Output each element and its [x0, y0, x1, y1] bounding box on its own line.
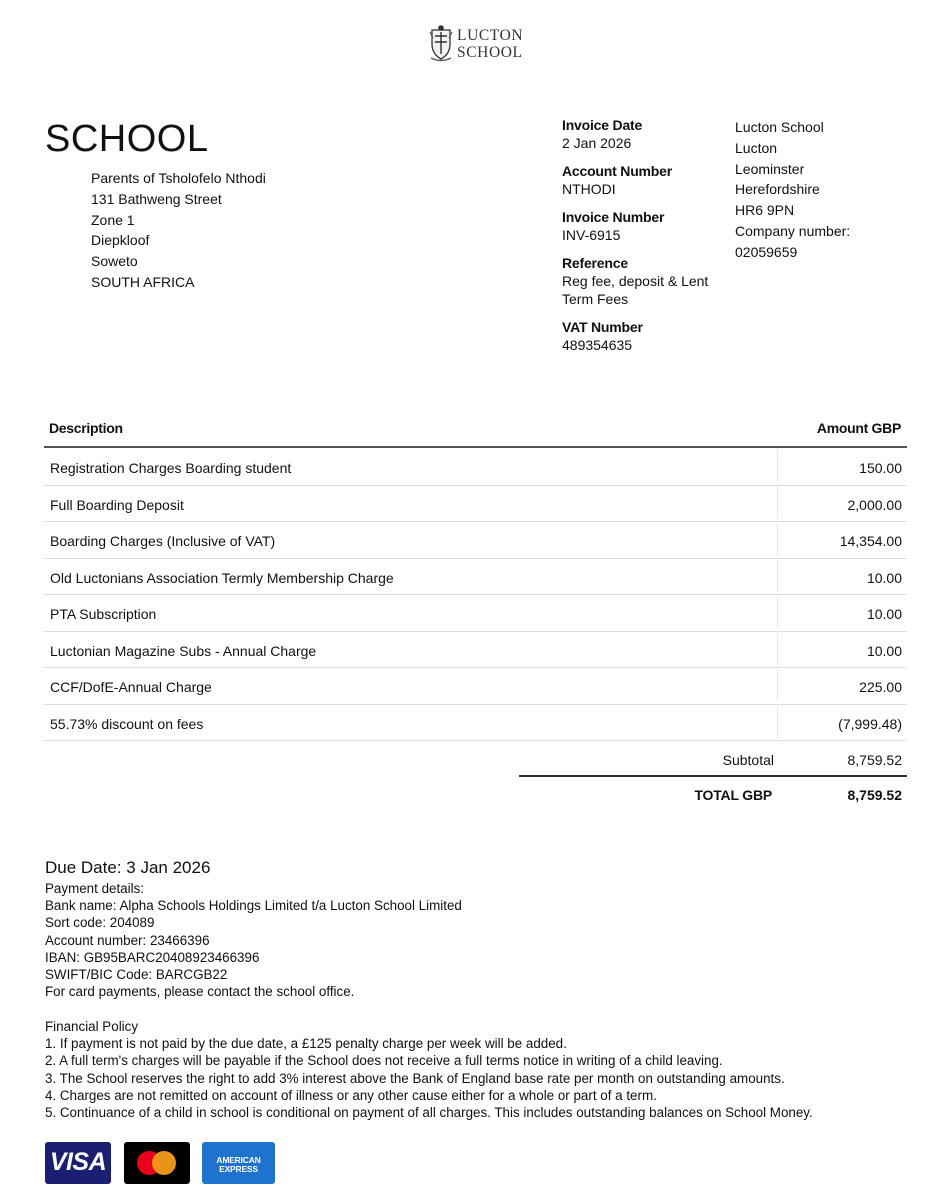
recipient-address	[91, 168, 266, 293]
payment-details-line: SWIFT/BIC Code: BARCGB22	[45, 967, 228, 983]
logo-text-line2: SCHOOL	[457, 44, 523, 61]
visa-card-icon	[45, 1142, 111, 1184]
reference-value: Reg fee, deposit & Lent Term Fees	[562, 273, 709, 307]
financial-policy-item: 3. The School reserves the right to add 3% interest above the Bank of England base rate per month on outstanding amounts.	[45, 1070, 785, 1086]
invoice-number-label: Invoice Number	[562, 209, 665, 225]
row-description: 55.73% discount on fees	[50, 715, 204, 732]
recipient-address-line: Zone 1	[91, 211, 135, 228]
column-divider	[777, 669, 778, 701]
mastercard-orange-circle	[152, 1151, 176, 1175]
subtotal-label: Subtotal	[722, 752, 774, 768]
column-divider	[777, 523, 778, 555]
row-amount: 2,000.00	[847, 496, 902, 513]
table-row	[44, 485, 907, 523]
row-amount: 10.00	[866, 642, 902, 659]
row-amount: 10.00	[866, 569, 902, 586]
invoice-meta	[562, 116, 732, 364]
table-row	[44, 594, 907, 632]
row-description: PTA Subscription	[50, 606, 157, 622]
table-row	[44, 558, 907, 596]
table-header-description: Description	[49, 420, 123, 436]
school-address-line: Company number:	[735, 222, 851, 239]
school-address	[735, 117, 935, 263]
row-amount: 225.00	[859, 679, 902, 695]
column-divider	[777, 706, 778, 738]
total-rule	[519, 775, 907, 777]
recipient-address-line: Soweto	[91, 253, 138, 270]
column-divider	[777, 560, 778, 592]
table-row	[44, 521, 907, 559]
column-divider	[777, 487, 778, 519]
table-row	[44, 631, 907, 669]
row-description: Boarding Charges (Inclusive of VAT)	[50, 533, 276, 549]
financial-policy-item: 1. If payment is not paid by the due date, a £125 penalty charge per week will be added.	[45, 1036, 567, 1052]
account-number-label: Account Number	[562, 163, 672, 179]
financial-policy-item: 4. Charges are not remitted on account of illness or any other cause either for a whole or part of a term.	[45, 1087, 657, 1103]
invoice-date-label: Invoice Date	[562, 117, 643, 133]
subtotal-value: 8,759.52	[847, 752, 902, 768]
school-logo	[428, 24, 538, 64]
row-description: Registration Charges Boarding student	[50, 460, 292, 476]
payment-details-line: IBAN: GB95BARC20408923466396	[45, 949, 260, 965]
amex-text-line1: AMERICAN	[216, 1155, 261, 1165]
row-description: CCF/DofE-Annual Charge	[50, 679, 212, 695]
recipient-address-line: Diepkloof	[91, 232, 150, 249]
financial-policy	[45, 1018, 813, 1121]
vat-number-label: VAT Number	[562, 319, 643, 335]
column-divider	[777, 596, 778, 628]
recipient-address-line: SOUTH AFRICA	[91, 273, 195, 290]
recipient-address-line: Parents of Tsholofelo Nthodi	[91, 170, 266, 186]
mastercard-icon	[124, 1142, 190, 1184]
table-row	[44, 667, 907, 705]
school-address-line: Lucton	[735, 139, 778, 156]
payment-details-line: Payment details:	[45, 881, 144, 896]
table-header-amount: Amount GBP	[816, 420, 901, 436]
american-express-icon	[202, 1142, 275, 1184]
financial-policy-heading: Financial Policy	[45, 1019, 139, 1034]
vat-number-value: 489354635	[562, 337, 633, 353]
financial-policy-item: 2. A full term's charges will be payable if the School does not receive a full terms notice in writing of a child leaving.	[45, 1053, 723, 1069]
invoice-number-value: INV-6915	[562, 227, 621, 243]
invoice-date-value: 2 Jan 2026	[562, 135, 632, 151]
row-amount: 10.00	[866, 606, 902, 622]
row-description: Full Boarding Deposit	[50, 496, 184, 513]
column-divider	[777, 450, 778, 482]
total-value: 8,759.52	[847, 787, 902, 803]
school-crest-icon	[428, 24, 454, 62]
reference-label: Reference	[562, 255, 628, 271]
school-address-line: Herefordshire	[735, 181, 820, 198]
table-row	[44, 704, 907, 742]
row-description: Old Luctonians Association Termly Membership Charge	[50, 569, 394, 586]
school-address-line: Lucton School	[735, 119, 824, 135]
logo-text-line1: LUCTON	[457, 27, 524, 44]
school-address-line: Leominster	[735, 160, 805, 177]
financial-policy-item: 5. Continuance of a child in school is conditional on payment of all charges. This includes outstanding balances on School Money.	[45, 1105, 813, 1121]
payment-details	[45, 880, 462, 1000]
row-amount: (7,999.48)	[838, 715, 902, 732]
account-number-value: NTHODI	[562, 181, 616, 197]
row-description: Luctonian Magazine Subs - Annual Charge	[50, 642, 317, 659]
document-title: SCHOOL	[45, 118, 209, 160]
school-address-line: HR6 9PN	[735, 202, 795, 219]
row-amount: 150.00	[859, 460, 902, 476]
table-row	[44, 448, 907, 486]
row-amount: 14,354.00	[839, 533, 902, 549]
visa-card-text: VISA	[49, 1148, 107, 1176]
payment-details-line: Account number: 23466396	[45, 932, 210, 948]
payment-details-line: Sort code: 204089	[45, 915, 155, 931]
recipient-address-line: 131 Bathweng Street	[91, 190, 222, 207]
column-divider	[777, 633, 778, 665]
amex-text-line2: EXPRESS	[219, 1164, 258, 1174]
payment-details-line: For card payments, please contact the school office.	[45, 984, 355, 1000]
due-date: Due Date: 3 Jan 2026	[45, 858, 211, 877]
total-label: TOTAL GBP	[694, 787, 772, 803]
payment-details-line: Bank name: Alpha Schools Holdings Limited t/a Lucton School Limited	[45, 898, 462, 914]
school-address-line: 02059659	[735, 243, 798, 260]
